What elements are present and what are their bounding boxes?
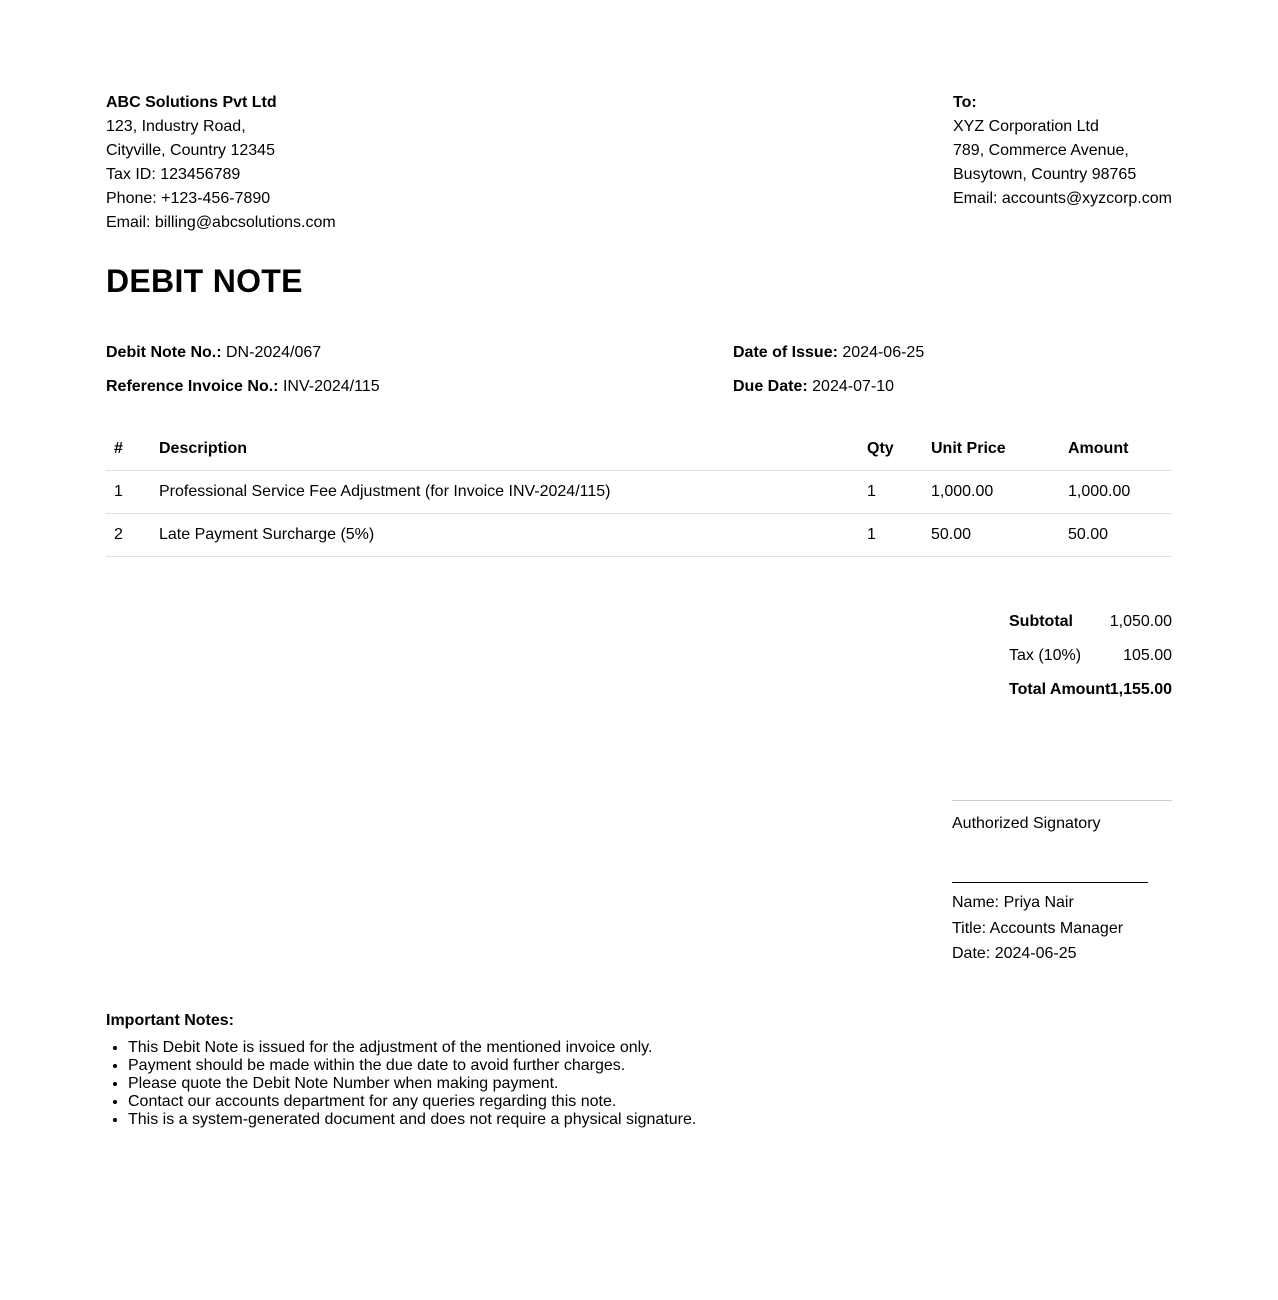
row-unit-price: 50.00	[923, 514, 1060, 557]
table-header-row	[106, 428, 1172, 471]
sender-address-line1: 123, Industry Road,	[106, 118, 246, 135]
date-of-issue-value: 2024-06-25	[842, 344, 925, 361]
total-amount-label: Total Amount	[1009, 681, 1111, 698]
signature-line	[952, 882, 1148, 883]
header-description: Description	[151, 428, 859, 471]
header-qty: Qty	[859, 428, 923, 471]
debit-note-number-value: DN-2024/067	[226, 344, 322, 361]
sender-phone: Phone: +123-456-7890	[106, 190, 271, 207]
row-amount: 1,000.00	[1060, 471, 1172, 514]
list-item: • This is a system-generated document and does not require a physical signature.	[128, 1111, 696, 1129]
sender-email: Email: billing@abcsolutions.com	[106, 214, 336, 231]
recipient-address-line1: 789, Commerce Avenue,	[953, 142, 1129, 159]
signatory-name: Name: Priya Nair	[952, 894, 1074, 911]
sender-tax-id: Tax ID: 123456789	[106, 166, 241, 183]
signatory-caption: Authorized Signatory	[952, 815, 1101, 832]
row-qty: 1	[859, 471, 923, 514]
tax-label: Tax (10%)	[1009, 647, 1082, 664]
row-number: 1	[106, 471, 151, 514]
reference-invoice-number	[106, 375, 380, 399]
sender-address-block	[106, 91, 336, 235]
row-description: Professional Service Fee Adjustment (for Invoice INV-2024/115)	[151, 471, 859, 514]
row-number: 2	[106, 514, 151, 557]
tax-value: 105.00	[1123, 647, 1172, 664]
signatory-details	[952, 890, 1172, 967]
date-of-issue	[733, 341, 924, 365]
meta-row-2	[106, 375, 1172, 399]
list-item: • Contact our accounts department for any queries regarding this note.	[128, 1093, 696, 1111]
debit-note-number-label: Debit Note No.:	[106, 344, 222, 361]
total-amount-row	[1009, 678, 1172, 712]
signatory-title: Title: Accounts Manager	[952, 919, 1124, 937]
notes-list	[106, 1039, 696, 1129]
list-item: • Payment should be made within the due date to avoid further charges.	[128, 1057, 696, 1075]
meta-row-1	[106, 341, 1172, 365]
total-amount-value: 1,155.00	[1109, 681, 1172, 698]
signature-block	[952, 800, 1172, 967]
row-description: Late Payment Surcharge (5%)	[151, 514, 859, 557]
row-qty: 1	[859, 514, 923, 557]
list-item: • Please quote the Debit Note Number when making payment.	[128, 1075, 696, 1093]
header-unit-price: Unit Price	[923, 428, 1060, 471]
recipient-label: To:	[953, 94, 977, 111]
row-amount: 50.00	[1060, 514, 1172, 557]
recipient-company-name: XYZ Corporation Ltd	[953, 118, 1099, 135]
due-date-value: 2024-07-10	[812, 378, 894, 395]
header-number: #	[106, 428, 151, 471]
debit-note-number	[106, 341, 321, 365]
subtotal-value: 1,050.00	[1109, 613, 1172, 630]
recipient-address-block	[953, 91, 1172, 211]
table-row	[106, 471, 1172, 514]
reference-invoice-label: Reference Invoice No.:	[106, 378, 279, 395]
sender-address-line2: Cityville, Country 12345	[106, 142, 275, 159]
document-title: DEBIT NOTE	[106, 263, 303, 299]
subtotal-label: Subtotal	[1009, 613, 1073, 630]
date-of-issue-label: Date of Issue:	[733, 344, 838, 361]
table-row	[106, 514, 1172, 557]
subtotal-row	[1009, 610, 1172, 644]
notes-title: Important Notes:	[106, 1012, 234, 1029]
list-item: • This Debit Note is issued for the adjustment of the mentioned invoice only.	[128, 1039, 696, 1057]
row-unit-price: 1,000.00	[923, 471, 1060, 514]
signature-date: Date: 2024-06-25	[952, 945, 1077, 962]
sender-company-name: ABC Solutions Pvt Ltd	[106, 94, 277, 111]
reference-invoice-value: INV-2024/115	[282, 378, 380, 395]
due-date-label: Due Date:	[733, 378, 808, 395]
important-notes	[106, 1011, 696, 1129]
due-date	[733, 375, 894, 399]
header-amount: Amount	[1060, 428, 1172, 471]
line-items-table	[106, 428, 1172, 557]
tax-row	[1009, 644, 1172, 678]
recipient-email: Email: accounts@xyzcorp.com	[953, 190, 1172, 207]
recipient-address-line2: Busytown, Country 98765	[953, 166, 1137, 183]
totals-block	[1009, 610, 1172, 712]
